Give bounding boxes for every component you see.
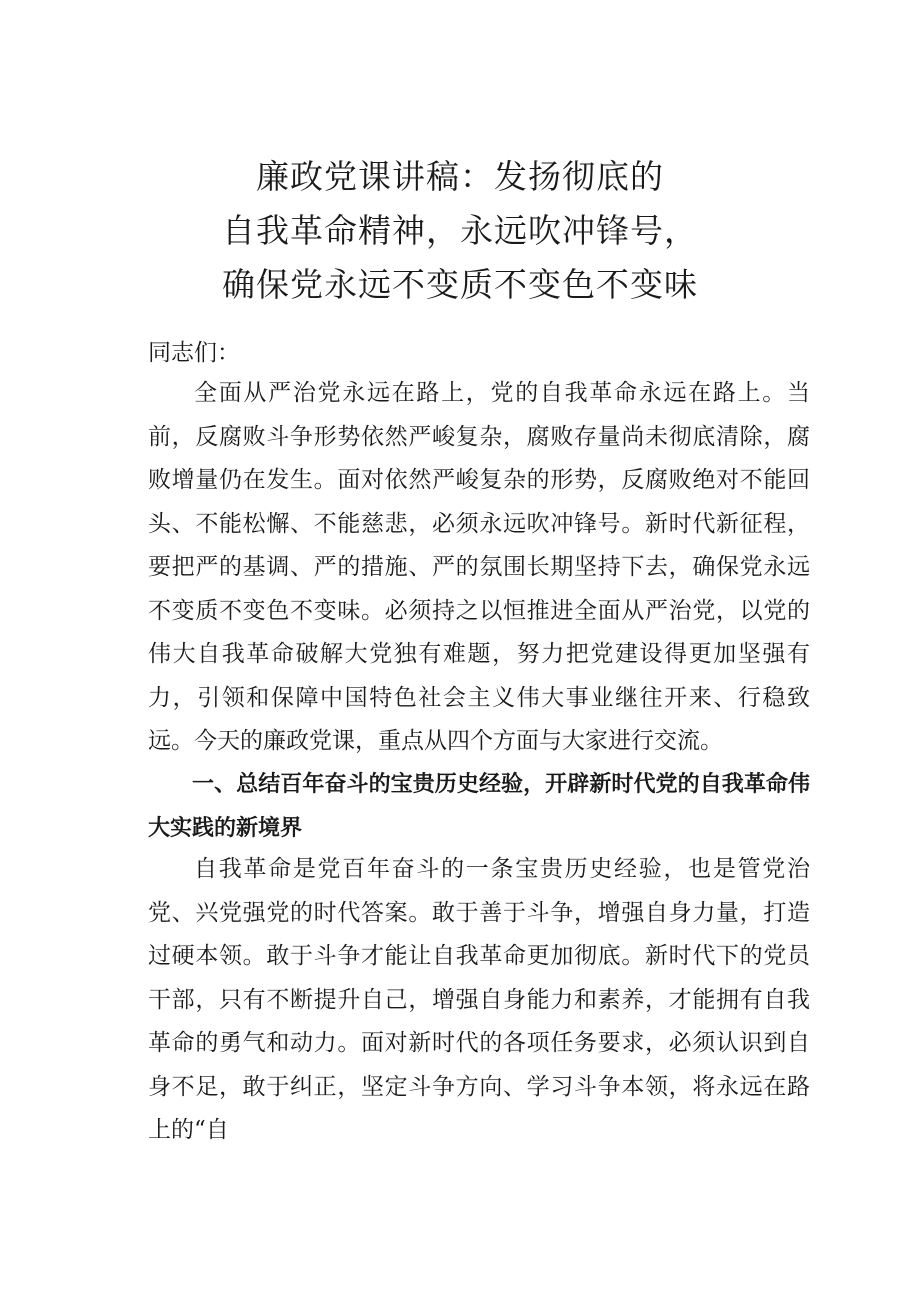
title-line-3: 确保党永远不变质不变色不变味 [222, 265, 698, 304]
section-paragraph: 自我革命是党百年奋斗的一条宝贵历史经验，也是管党治党、兴党强党的时代答案。敢于善于斗争，增强自身力量，打造过硬本领。敢于斗争才能让自我革命更加彻底。新时代下的党员干部，只有不断提升自己，增强自身能力和素养，才能拥有自我革命的勇气和动力。面对新时代的各项任务要求，必须认识到自身不足，敢于纠正，坚定斗争方向、学习斗争本领，将永远在路上的“自 [148, 856, 810, 1143]
title-line-2: 自我革命精神，永远吹冲锋号， [222, 211, 698, 250]
title-line-1: 廉政党课讲稿：发扬彻底的 [256, 157, 664, 196]
intro-paragraph: 全面从严治党永远在路上，党的自我革命永远在路上。当前，反腐败斗争形势依然严峻复杂，腐败存量尚未彻底清除，腐败增量仍在发生。面对依然严峻复杂的形势，反腐败绝对不能回头、不能松懈、不能慈悲，必须永远吹冲锋号。新时代新征程，要把严的基调、严的措施、严的氛围长期坚持下去，确保党永远不变质不变色不变味。必须持之以恒推进全面从严治党，以党的伟大自我革命破解大党独有难题，努力把党建设得更加坚强有力，引领和保障中国特色社会主义伟大事业继往开来、行稳致远。今天的廉政党课，重点从四个方面与大家进行交流。 [148, 380, 810, 754]
document-title [0, 150, 920, 312]
section-heading: 一、总结百年奋斗的宝贵历史经验，开辟新时代党的自我革命伟大实践的新境界 [148, 772, 810, 841]
salutation: 同志们： [148, 340, 240, 366]
